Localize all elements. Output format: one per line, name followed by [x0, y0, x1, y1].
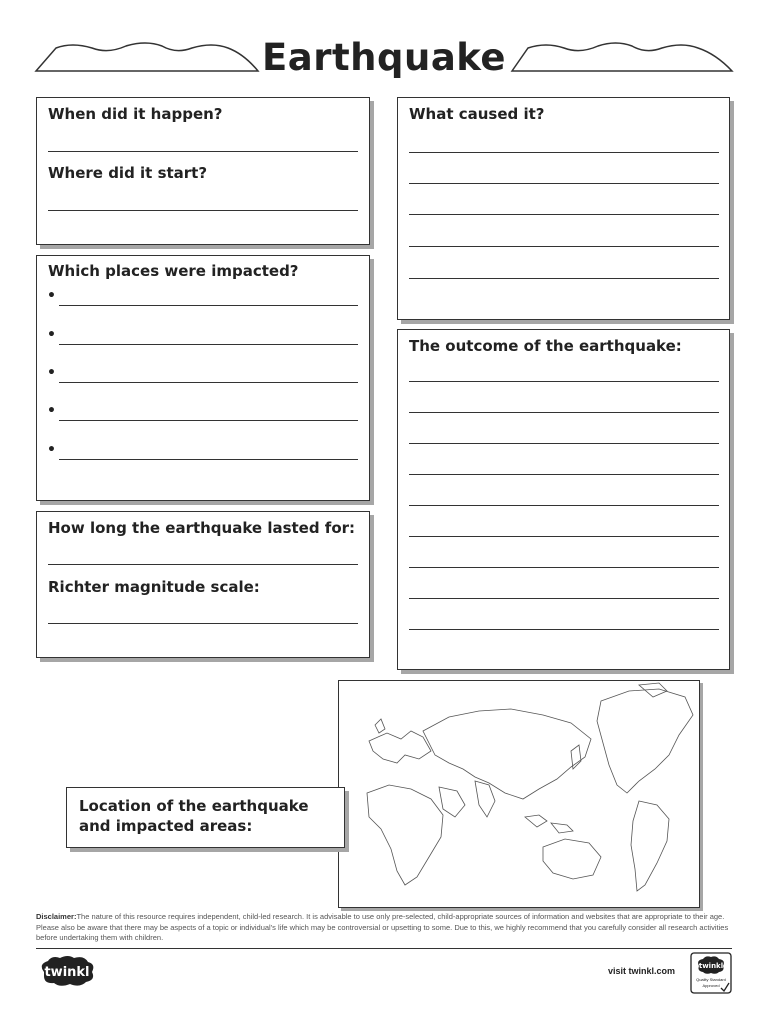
- outcome-answer-line[interactable]: [409, 629, 719, 630]
- where-answer-line[interactable]: [48, 210, 358, 211]
- duration-answer-line[interactable]: [48, 564, 358, 565]
- cause-answer-line[interactable]: [409, 214, 719, 215]
- outcome-answer-line[interactable]: [409, 443, 719, 444]
- cause-label: What caused it?: [409, 105, 545, 123]
- cause-answer-line[interactable]: [409, 152, 719, 153]
- twinkl-logo-text: twinkl: [44, 965, 90, 980]
- cause-answer-line[interactable]: [409, 183, 719, 184]
- bullet: •: [47, 327, 56, 343]
- where-label: Where did it start?: [48, 164, 208, 182]
- location-box: [66, 787, 345, 848]
- mountain-left-decoration: [34, 40, 260, 74]
- world-map-outline: [339, 681, 698, 906]
- bullet: •: [47, 403, 56, 419]
- quality-badge: [690, 952, 732, 994]
- bullet: •: [47, 442, 56, 458]
- when-label: When did it happen?: [48, 105, 223, 123]
- places-answer-line[interactable]: [59, 344, 358, 345]
- badge-line2: Approved: [702, 983, 720, 988]
- outcome-answer-line[interactable]: [409, 536, 719, 537]
- places-label: Which places were impacted?: [48, 262, 299, 280]
- footer-divider: [36, 948, 732, 949]
- places-impacted-box: [36, 255, 370, 501]
- duration-magnitude-box: [36, 511, 370, 658]
- visit-link[interactable]: visit twinkl.com: [608, 966, 676, 976]
- disclaimer-text: The nature of this resource requires independent, child-led research. It is advisable to use only pre-selected, child-appropriate sources of information and websites that are appropriate to their age. Please also be aware that there may be aspects of a topic or individual's life which may be controversial or upsetting to some. Due to this, we highly recommend that you carefully consider all research activities before undertaking them with children.: [36, 912, 729, 942]
- badge-brand: twinkl: [698, 962, 724, 970]
- richter-answer-line[interactable]: [48, 623, 358, 624]
- cause-box: [397, 97, 730, 320]
- bullet: •: [47, 365, 56, 381]
- outcome-box: [397, 329, 730, 670]
- outcome-answer-line[interactable]: [409, 474, 719, 475]
- disclaimer-label: Disclaimer:: [36, 912, 77, 921]
- world-map[interactable]: [338, 680, 700, 908]
- cause-answer-line[interactable]: [409, 278, 719, 279]
- location-label-line1: Location of the earthquake: [79, 797, 309, 815]
- cause-answer-line[interactable]: [409, 246, 719, 247]
- outcome-answer-line[interactable]: [409, 412, 719, 413]
- outcome-answer-line[interactable]: [409, 381, 719, 382]
- outcome-answer-line[interactable]: [409, 598, 719, 599]
- places-answer-line[interactable]: [59, 305, 358, 306]
- page-title: Earthquake: [261, 36, 507, 79]
- location-label-line2: and impacted areas:: [79, 817, 253, 835]
- duration-label: How long the earthquake lasted for:: [48, 519, 356, 537]
- richter-label: Richter magnitude scale:: [48, 578, 260, 596]
- outcome-label: The outcome of the earthquake:: [409, 337, 682, 355]
- outcome-answer-line[interactable]: [409, 567, 719, 568]
- when-where-box: [36, 97, 370, 245]
- disclaimer: [36, 912, 732, 944]
- twinkl-logo[interactable]: [36, 954, 98, 988]
- outcome-answer-line[interactable]: [409, 505, 719, 506]
- places-answer-line[interactable]: [59, 382, 358, 383]
- mountain-right-decoration: [510, 40, 734, 74]
- badge-line1: Quality Standard: [696, 977, 726, 982]
- places-answer-line[interactable]: [59, 459, 358, 460]
- places-answer-line[interactable]: [59, 420, 358, 421]
- bullet: •: [47, 288, 56, 304]
- when-answer-line[interactable]: [48, 151, 358, 152]
